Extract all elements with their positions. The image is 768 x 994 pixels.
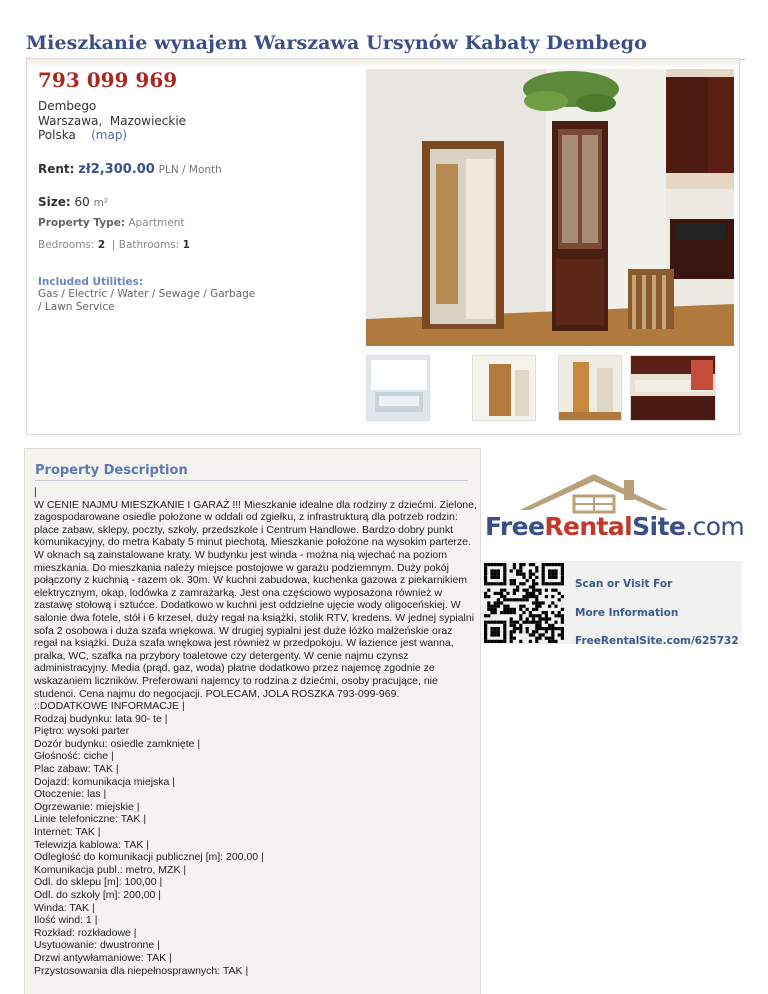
logo-site: Site [632,512,686,541]
description-line: Głośność: ciche | [34,750,114,763]
description-line: | [34,486,37,498]
address-street: Dembego [38,99,97,113]
property-description-panel [24,448,481,994]
description-line: połączony z kuchnią - razem ok. 30m. W kuchni zabudowa, kuchenka gazowa z piekarnikiem [34,574,468,587]
scan-line-1: Scan or Visit For [575,578,673,590]
description-line: Linie telefoniczne: TAK | [34,813,147,826]
description-line: Telewizja kablowa: TAK | [34,838,149,851]
description-line: sofa 2 osobowa i duża szafa wnękowa. W drugiej sypialni jest duże łóżko małżeńskie oraz [34,624,453,637]
description-line: mieszkania. Do mieszkania należy miejsce postojowe w garażu podziemnym. Duży pokój [34,561,449,574]
size-unit: m² [93,197,109,209]
description-line: Komunikacja publ.: metro, MZK | [34,863,187,876]
description-line: elektrycznym, okap, lodówka z zamrażarką. Jest ona częściowo wyposażona również w [34,586,442,599]
property-description-heading: Property Description [35,463,468,481]
address-country-row [38,128,127,143]
bathrooms-value: 1 [182,239,190,251]
description-line: ::DODATKOWE INFORMACJE | [34,700,185,713]
main-photo[interactable] [366,69,734,346]
description-line: salonie dwa fotele, stół i 6 krzeseł, duży regał na książki, stolik RTV, kredens. W jednej sypialni [34,611,475,624]
bedrooms-value: 2 [97,239,106,251]
description-line: zagospodarowane osiedle położone w oddali od zgiełku, z infrastrukturą dla potrzeb rodzin: [34,511,458,524]
description-line: Rozkład: rozkładowe | [34,926,137,939]
listing-url[interactable]: FreeRentalSite.com/625732 [575,635,739,647]
thumbnail-hallway[interactable] [472,355,536,421]
size-label: Size: [38,195,71,209]
description-line: komunikacyjny, do metra Kabaty 5 minut piechotą. Mieszkanie położone na wysokim parterze. [34,536,471,549]
description-line: Rodzaj budynku: lata 90- te | [34,712,168,725]
description-line: administracyjny. Media (prąd, gaz, woda) płatne dodatkowo przez najemcę zgodnie ze [34,662,435,675]
description-line: Winda: TAK | [34,901,95,914]
description-line: wskazaniem liczników. Preferowani najemcy to rodzina z dziećmi, osoby pracujące, nie [34,674,438,687]
description-line: Dozór budynku: osiedle zamknięte | [34,737,201,750]
logo-rental: Rental [544,512,633,541]
thumbnail-hallway-image [473,356,536,421]
description-line: Odległość do komunikacji publicznej [m]: 200,00 | [34,851,264,864]
scan-line-2: More Information [575,607,679,619]
rent-row [38,162,222,177]
utilities-value: Gas / Electric / Water / Sewage / Garbage / Lawn Service [38,288,256,313]
description-line: pralka, WC, szafka na przybory toaletowe czy detergenty. W cenie najmu czynsz [34,649,409,662]
freerentalsite-logo[interactable] [485,512,744,541]
thumbnail-room[interactable] [558,355,622,421]
size-value: 60 [74,195,90,209]
main-photo-image [366,69,734,346]
phone-number: 793 099 969 [38,68,178,92]
property-type-value: Apartment [128,217,185,229]
bathrooms-label: Bathrooms: [118,239,180,251]
description-line: Plac zabaw: TAK | [34,763,119,776]
thumbnail-bathroom-image [367,356,430,421]
address-country: Polska [38,128,76,142]
address-city: Warszawa, Mazowieckie [38,114,187,128]
rent-unit: PLN / Month [158,164,222,176]
rent-value: zł2,300.00 [78,162,155,177]
description-line: Odl. do szkoły [m]: 200,00 | [34,889,162,901]
rent-label: Rent: [38,162,75,176]
property-type-label: Property Type: [38,217,126,229]
description-line: regał na książki. Duża szafa wnękowa jest również w przedpokoju. W łazience jest wanna, [34,637,454,650]
thumbnail-bathroom[interactable] [366,355,430,421]
description-line: W CENIE NAJMU MIESZKANIE I GARAŻ !!! Mieszkanie idealne dla rodziny z dziećmi. Zielone, [34,498,477,511]
description-line: Odl. do sklepu [m]: 100,00 | [34,876,163,889]
description-line: Internet: TAK | [34,826,101,839]
description-line: place zabaw, sklepy, poczty, szkoły, przedszkole i Centrum Handlowe. Bardzo dobry punkt [34,523,454,536]
description-line: Drzwi antywłamaniowe: TAK | [34,951,172,964]
map-link[interactable]: (map) [91,128,128,142]
thumbnail-kitchen-image [631,356,716,421]
description-line: Piętro: wysoki parter [34,725,130,738]
property-description-text [34,486,476,977]
description-line: Ogrzewanie: miejskie | [34,800,140,813]
bedrooms-label: Bedrooms: [38,239,95,251]
description-line: Ilość wind: 1 | [34,914,98,927]
rooms-separator: | [111,239,116,251]
listing-title: Mieszkanie wynajem Warszawa Ursynów Kabaty Dembego [26,32,746,60]
rooms-row [38,239,190,251]
utilities-label: Included Utilities: [38,276,144,288]
thumbnail-kitchen[interactable] [630,355,716,421]
description-line: studenci. Cena najmu do negocjacji. POLECAM, JOLA ROSZKA 793-099-969. [34,687,400,700]
description-line: Otoczenie: las | [34,788,107,801]
description-line: Dojazd: komunikacja miejska | [34,775,176,788]
description-line: Usytuowanie: dwustronne | [34,939,160,952]
property-type-row [38,217,185,229]
description-line: W oknach są zainstalowane kraty. W budynku jest winda - można nią wjechać na poziom [34,548,448,561]
logo-com: .com [685,512,745,541]
thumbnail-room-image [559,356,622,421]
description-line: zastawę stołową i sztućce. Dodatkowo w kuchni jest oddzielne ujęcie wody oligoceńskiej. W [34,599,461,612]
logo-free: Free [485,512,545,541]
description-line: Przystosowania dla niepełnosprawnych: TAK | [34,964,249,977]
size-row [38,195,108,209]
qr-code-icon[interactable] [484,563,564,643]
